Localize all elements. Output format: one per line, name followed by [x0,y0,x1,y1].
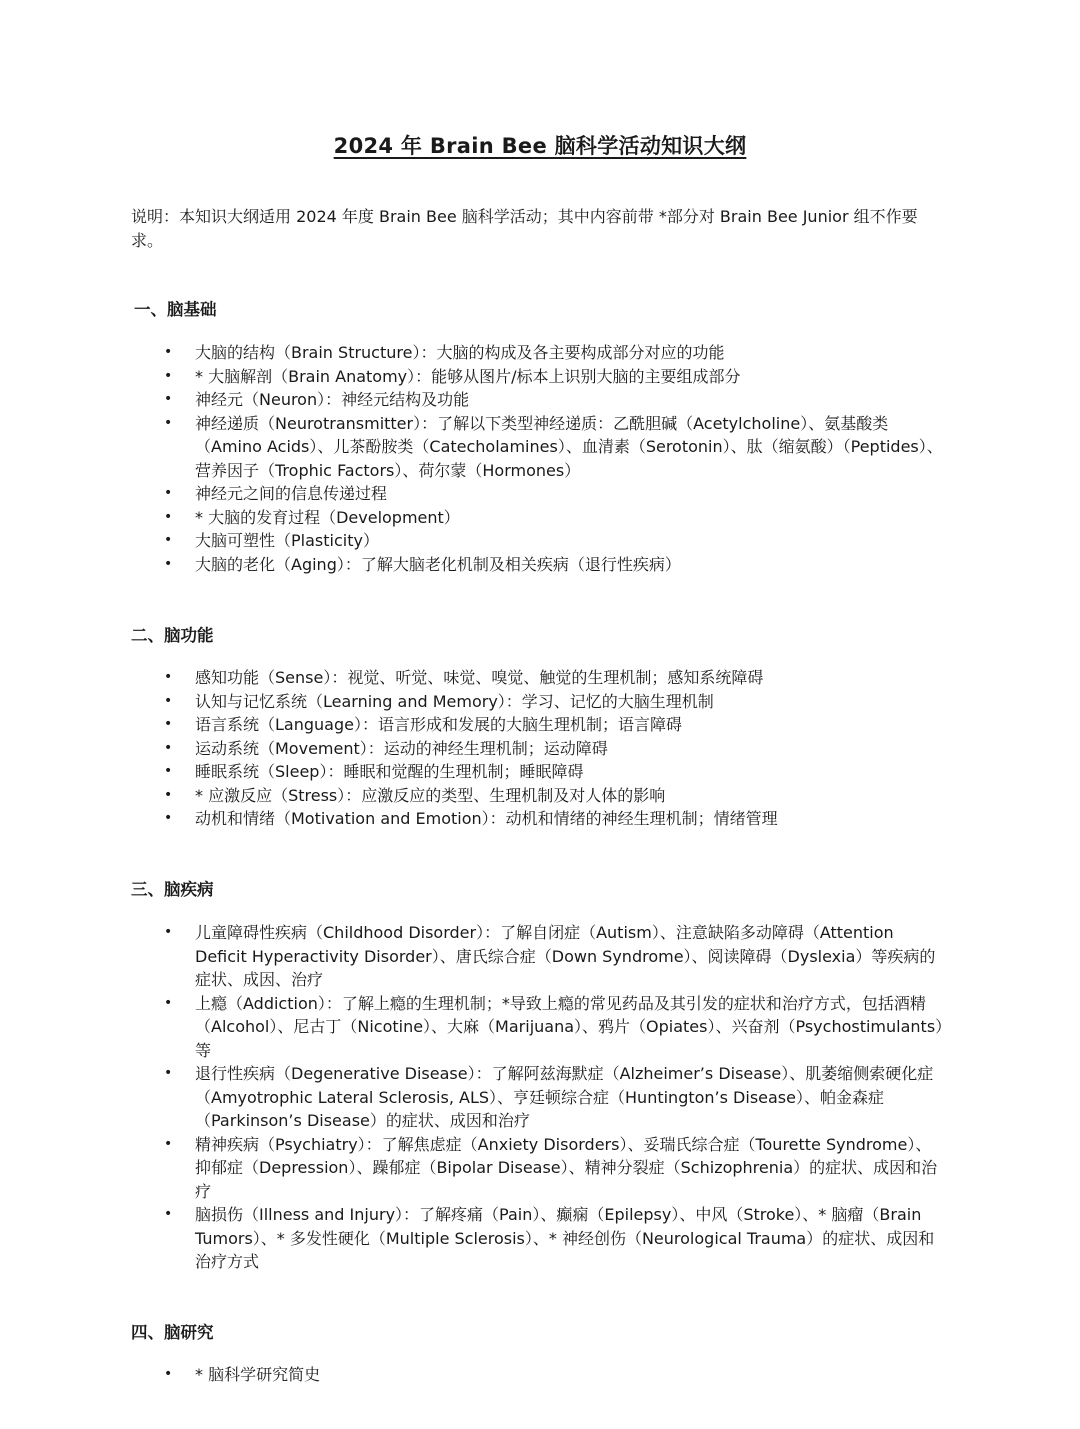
bullet-icon: • [164,810,173,826]
list-item [164,1363,947,1387]
bullet-icon: • [164,763,173,779]
list-item-text: 大脑可塑性（Plasticity） [195,531,379,550]
list-item [164,666,947,690]
list-item-text: 大脑的老化（Aging）：了解大脑老化机制及相关疾病（退行性疾病） [195,554,681,574]
list-item [164,713,947,737]
list-item [164,341,947,365]
section-heading-brain-disease: 三、脑疾病 [131,880,214,899]
list-item [164,1062,947,1133]
bullet-icon: • [164,414,173,431]
list-item-text: 神经元之间的信息传递过程 [195,484,388,503]
list-item [164,921,947,992]
list-item [164,482,947,506]
list-item [164,506,947,530]
list-item-text: 精神疾病（Psychiatry）：了解焦虑症（Anxiety Disorders）、妥瑞氏综合症（Tourette Syndrome）、抑郁症（Depression）、躁郁症（Bipolar Disease）、精神分裂症（Schizophrenia）的症状、成因和治疗 [195,1134,938,1201]
list-item [164,807,947,831]
list-item-text: 认知与记忆系统（Learning and Memory）：学习、记忆的大脑生理机制 [195,691,714,711]
list-item-text: 神经元（Neuron）：神经元结构及功能 [195,390,470,409]
list-item [164,1203,947,1274]
bullet-icon: • [164,1206,173,1222]
intro-note: 说明：本知识大纲适用 2024 年度 Brain Bee 脑科学活动；其中内容前带 *部分对 Brain Bee Junior 组不作要求。 [131,207,918,250]
list-item [164,737,947,761]
bullet-icon: • [164,786,173,803]
bullet-icon: • [164,669,173,685]
section-list-brain-function [164,666,947,831]
document-title: 2024 年 Brain Bee 脑科学活动知识大纲 [333,134,747,158]
list-item-text: * 大脑解剖（Brain Anatomy）：能够从图片/标本上识别大脑的主要组成部分 [195,366,741,386]
bullet-icon: • [164,344,173,360]
list-item [164,690,947,714]
bullet-icon: • [164,1366,173,1382]
list-item [164,1133,947,1204]
list-item-text: * 脑科学研究简史 [195,1365,321,1384]
section-heading-brain-basics: 一、脑基础 [134,300,217,319]
list-item-text: 语言系统（Language）：语言形成和发展的大脑生理机制；语言障碍 [195,715,682,734]
list-item [164,388,947,412]
bullet-icon: • [164,532,173,548]
bullet-icon: • [164,555,173,572]
bullet-icon: • [164,508,173,525]
list-item-text: * 应激反应（Stress）：应激反应的类型、生理机制及对人体的影响 [195,785,666,805]
list-item-text: 脑损伤（Illness and Injury）：了解疼痛（Pain）、癫痫（Epilepsy）、中风（Stroke）、* 脑瘤（Brain Tumors）、* 多发性硬化（Multiple Sclerosis）、* 神经创伤（Neurological Trauma）的症状、成因和治疗方式 [195,1205,935,1271]
list-item [164,992,947,1063]
list-item-text: 大脑的结构（Brain Structure）：大脑的构成及各主要构成部分对应的功能 [195,343,725,362]
list-item-text: 动机和情绪（Motivation and Emotion）：动机和情绪的神经生理机制；情绪管理 [195,809,778,828]
bullet-icon: • [164,692,173,709]
bullet-icon: • [164,391,173,407]
list-item [164,412,947,483]
list-item-text: * 大脑的发育过程（Development） [195,507,460,527]
bullet-icon: • [164,1065,173,1081]
section-list-brain-research [164,1363,947,1387]
list-item [164,529,947,553]
list-item [164,784,947,808]
section-heading-brain-function: 二、脑功能 [131,626,214,645]
list-item-text: 睡眠系统（Sleep）：睡眠和觉醒的生理机制；睡眠障碍 [195,762,584,781]
list-item [164,760,947,784]
bullet-icon: • [164,924,173,940]
list-item-text: 感知功能（Sense）：视觉、听觉、味觉、嗅觉、触觉的生理机制；感知系统障碍 [195,668,764,687]
bullet-icon: • [164,739,173,756]
bullet-icon: • [164,716,173,732]
bullet-icon: • [164,994,173,1011]
list-item-text: 退行性疾病（Degenerative Disease）：了解阿兹海默症（Alzheimer’s Disease）、肌萎缩侧索硬化症（Amyotrophic Lateral Sclerosis, ALS）、亨廷顿综合症（Huntington’s Disease）、帕金森症（Parkinson’s Disease）的症状、成因和治疗 [195,1064,934,1130]
bullet-icon: • [164,1135,173,1152]
section-list-brain-disease [164,921,947,1274]
bullet-icon: • [164,485,173,501]
section-heading-brain-research: 四、脑研究 [131,1323,214,1342]
list-item-text: 儿童障碍性疾病（Childhood Disorder）：了解自闭症（Autism）、注意缺陷多动障碍（Attention Deficit Hyperactivity Disorder）、唐氏综合症（Down Syndrome）、阅读障碍（Dyslexia）等疾病的症状、成因、治疗 [195,923,936,989]
list-item [164,553,947,577]
bullet-icon: • [164,367,173,384]
list-item-text: 运动系统（Movement）：运动的神经生理机制；运动障碍 [195,738,608,758]
list-item [164,365,947,389]
list-item-text: 上瘾（Addiction）：了解上瘾的生理机制；*导致上瘾的常见药品及其引发的症状和治疗方式，包括酒精（Alcohol）、尼古丁（Nicotine）、大麻（Marijuana）、鸦片（Opiates）、兴奋剂（Psychostimulants）等 [195,993,944,1060]
section-list-brain-basics [164,341,947,576]
list-item-text: 神经递质（Neurotransmitter）：了解以下类型神经递质：乙酰胆碱（Acetylcholine）、氨基酸类（Amino Acids）、儿茶酚胺类（Catecholamines）、血清素（Serotonin）、肽（缩氨酸）（Peptides）、营养因子（Trophic Factors）、荷尔蒙（Hormones） [195,413,943,480]
